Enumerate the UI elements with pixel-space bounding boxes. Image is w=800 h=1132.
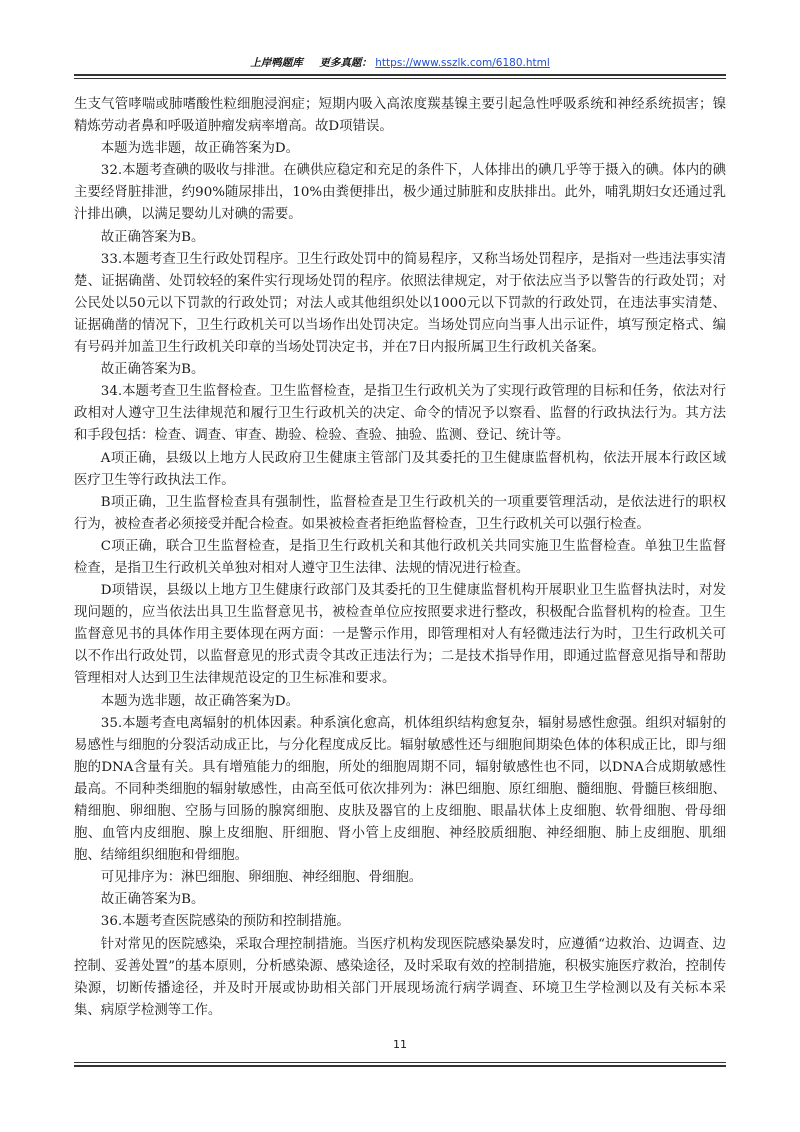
- body-paragraph: D项错误，县级以上地方卫生健康行政部门及其委托的卫生健康监督机构开展职业卫生监督执法时，对发现问题的，应当依法出具卫生监督意见书，被检查单位应按照要求进行整改，积极配合监督机构的检查。卫生监督意见书的具体作用主要体现在两方面：一是警示作用，即管理相对人有轻微违法行为时，卫生行政机关可以不作出行政处罚，以监督意见的形式责令其改正违法行为；二是技术指导作用，即通过监督意见指导和帮助管理相对人达到卫生法律规范设定的卫生标准和要求。: [74, 583, 726, 687]
- footer-rule: [74, 1062, 726, 1063]
- body-paragraph: 生支气管哮喘或肺嗜酸性粒细胞浸润症；短期内吸入高浓度羰基镍主要引起急性呼吸系统和神经系统损害；镍精炼劳动者鼻和呼吸道肿瘤发病率增高。故D项错误。: [74, 97, 726, 135]
- page-header: [74, 56, 726, 70]
- document-body: [74, 94, 726, 1022]
- header-site-name: 上岸鸭题库: [250, 57, 303, 69]
- body-paragraph: 本题为选非题，故正确答案为D。: [100, 693, 300, 709]
- body-paragraph: 故正确答案为B。: [100, 229, 205, 245]
- body-paragraph: 33.本题考查卫生行政处罚程序。卫生行政处罚中的简易程序，又称当场处罚程序，是指对一些违法事实清楚、证据确凿、处罚较轻的案件实行现场处罚的程序。依照法律规定，对于依法应当予以警告的行政处罚；对公民处以50元以下罚款的行政处罚；对法人或其他组织处以1000元以下罚款的行政处罚，在违法事实清楚、证据确凿的情况下，卫生行政机关可以当场作出处罚决定。当场处罚应向当事人出示证件，填写预定格式、编有号码并加盖卫生行政机关印章的当场处罚决定书，并在7日内报所属卫生行政机关备案。: [74, 251, 726, 356]
- body-paragraph: 32.本题考查碘的吸收与排泄。在碘供应稳定和充足的条件下，人体排出的碘几乎等于摄入的碘。体内的碘主要经肾脏排泄，约90%随尿排出，10%由粪便排出，极少通过肺脏和皮肤排出。此外，哺乳期妇女还通过乳汁排出碘，以满足婴幼儿对碘的需要。: [74, 163, 726, 223]
- body-paragraph: 34.本题考查卫生监督检查。卫生监督检查，是指卫生行政机关为了实现行政管理的目标和任务，依法对行政相对人遵守卫生法律规范和履行卫生行政机关的决定、命令的情况予以察看、监督的行政执法行为。其方法和手段包括：检查、调查、审查、勘验、检验、查验、抽验、监测、登记、统计等。: [74, 384, 726, 444]
- body-paragraph: B项正确，卫生监督检查具有强制性，监督检查是卫生行政机关的一项重要管理活动，是依法进行的职权行为，被检查者必须接受并配合检查。如果被检查者拒绝监督检查，卫生行政机关可以强行检查。: [74, 494, 726, 532]
- body-paragraph: 本题为选非题，故正确答案为D。: [100, 141, 300, 157]
- header-link[interactable]: https://www.sszlk.com/6180.html: [375, 57, 550, 69]
- body-paragraph: A项正确，县级以上地方人民政府卫生健康主管部门及其委托的卫生健康监督机构，依法开展本行政区域医疗卫生等行政执法工作。: [74, 450, 726, 488]
- body-paragraph: 针对常见的医院感染，采取合理控制措施。当医疗机构发现医院感染暴发时，应遵循“边救治、边调查、边控制、妥善处置”的基本原则，分析感染源、感染途径，及时采取有效的控制措施，积极实施医疗救治，控制传染源，切断传播途径，并及时开展或协助相关部门开展现场流行病学调查、环境卫生学检测以及有关标本采集、病原学检测等工作。: [74, 936, 726, 1018]
- page-number: 11: [393, 1038, 407, 1051]
- body-paragraph: 35.本题考查电离辐射的机体因素。种系演化愈高，机体组织结构愈复杂，辐射易感性愈强。组织对辐射的易感性与细胞的分裂活动成正比，与分化程度成反比。辐射敏感性还与细胞间期染色体的体积成正比，即与细胞的DNA含量有关。具有增殖能力的细胞，所处的细胞周期不同，辐射敏感性也不同，以DNA合成期敏感性最高。不同种类细胞的辐射敏感性，由高至低可依次排列为：淋巴细胞、原红细胞、髓细胞、骨髓巨核细胞、精细胞、卵细胞、空肠与回肠的腺窝细胞、皮肤及器官的上皮细胞、眼晶状体上皮细胞、软骨细胞、骨母细胞、血管内皮细胞、腺上皮细胞、肝细胞、肾小管上皮细胞、神经胶质细胞、神经细胞、肺上皮细胞、肌细胞、结缔组织细胞和骨细胞。: [74, 715, 726, 864]
- body-paragraph: 故正确答案为B。: [100, 892, 205, 908]
- body-paragraph: 可见排序为：淋巴细胞、卵细胞、神经细胞、骨细胞。: [100, 870, 423, 886]
- body-paragraph: C项正确，联合卫生监督检查，是指卫生行政机关和其他行政机关共同实施卫生监督检查。单独卫生监督检查，是指卫生行政机关单独对相对人遵守卫生法律、法规的情况进行检查。: [74, 538, 726, 576]
- header-rule: [74, 74, 726, 76]
- body-paragraph: 36.本题考查医院感染的预防和控制措施。: [100, 914, 350, 930]
- body-paragraph: 故正确答案为B。: [100, 362, 205, 378]
- header-more-label: 更多真题：: [319, 57, 372, 69]
